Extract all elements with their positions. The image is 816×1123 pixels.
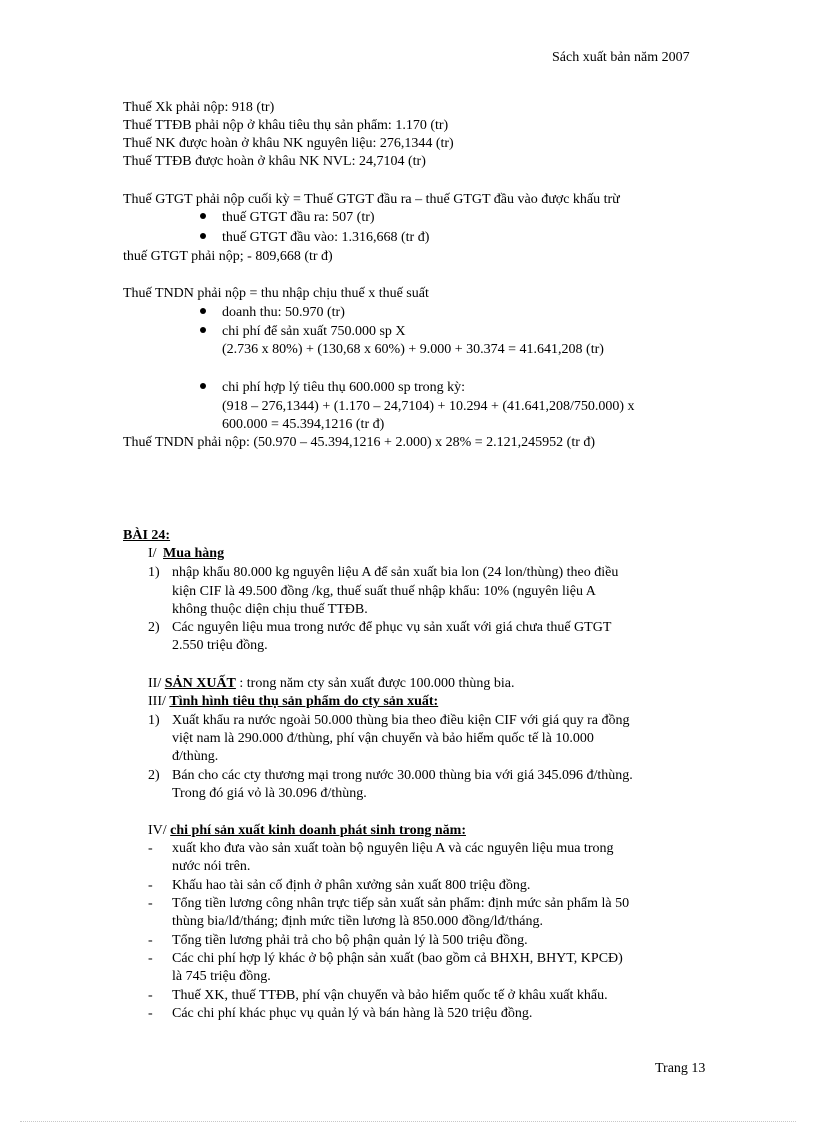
text-line: kiện CIF là 49.500 đồng /kg, thuế suất thuế nhập khẩu: 10% (nguyên liệu A: [172, 584, 596, 599]
list-item: thuế GTGT đầu vào: 1.316,668 (tr đ): [222, 230, 430, 245]
list-item: Khấu hao tài sản cố định ở phân xưởng sản xuất 800 triệu đồng.: [172, 878, 531, 893]
list-item: Thuế XK, thuế TTĐB, phí vận chuyển và bảo hiểm quốc tế ở khâu xuất khẩu.: [172, 988, 608, 1003]
section-heading: chi phí sản xuất kinh doanh phát sinh trong năm:: [170, 823, 466, 838]
page-divider: [20, 1121, 796, 1122]
section-number: II/: [148, 676, 162, 691]
section-row: [148, 694, 438, 710]
section-number: III/: [148, 694, 166, 709]
section-heading: Mua hàng: [163, 546, 225, 561]
dash-marker: -: [148, 933, 153, 948]
list-number: 2): [148, 620, 160, 635]
list-item: Các chi phí hợp lý khác ở bộ phận sản xuất (bao gồm cả BHXH, BHYT, KPCĐ): [172, 951, 623, 966]
text-line: việt nam là 290.000 đ/thùng, phí vận chuyển và bảo hiểm quốc tế là 10.000: [172, 731, 594, 746]
text-line: là 745 triệu đồng.: [172, 969, 271, 984]
text-line: Trong đó giá vỏ là 30.096 đ/thùng.: [172, 786, 367, 801]
list-item: Bán cho các cty thương mại trong nước 30.000 thùng bia với giá 345.096 đ/thùng.: [172, 768, 633, 783]
list-number: 1): [148, 713, 160, 728]
page-number: Trang 13: [655, 1061, 706, 1076]
section-row: [148, 823, 466, 839]
section-heading: SẢN XUẤT: [164, 676, 236, 691]
section-number: I/: [148, 546, 157, 561]
text-line: đ/thùng.: [172, 749, 219, 764]
bullet-icon: [200, 308, 206, 314]
page-header-title: Sách xuất bản năm 2007: [552, 50, 690, 65]
text-line: Thuế TTĐB được hoàn ở khâu NK NVL: 24,7104 (tr): [123, 154, 426, 169]
text-line: nước nói trên.: [172, 859, 251, 874]
section-title: BÀI 24:: [123, 528, 171, 543]
dash-marker: -: [148, 951, 153, 966]
list-item: Xuất khẩu ra nước ngoài 50.000 thùng bia theo điều kiện CIF với giá quy ra đồng: [172, 713, 630, 728]
text-line: Thuế TNDN phải nộp: (50.970 – 45.394,1216 + 2.000) x 28% = 2.121,245952 (tr đ): [123, 435, 596, 450]
dash-marker: -: [148, 988, 153, 1003]
text-line: (2.736 x 80%) + (130,68 x 60%) + 9.000 + 30.374 = 41.641,208 (tr): [222, 342, 604, 357]
dash-marker: -: [148, 878, 153, 893]
list-item: Các chi phí khác phục vụ quản lý và bán hàng là 520 triệu đồng.: [172, 1006, 533, 1021]
dash-marker: -: [148, 841, 153, 856]
text-line: thùng bia/lđ/tháng; định mức tiền lương là 850.000 đồng/lđ/tháng.: [172, 914, 543, 929]
text-line: 2.550 triệu đồng.: [172, 638, 268, 653]
text-line: Thuế TTĐB phải nộp ở khâu tiêu thụ sản phẩm: 1.170 (tr): [123, 118, 449, 133]
list-item: Tổng tiền lương phải trả cho bộ phận quản lý là 500 triệu đồng.: [172, 933, 528, 948]
bullet-icon: [200, 327, 206, 333]
bullet-icon: [200, 213, 206, 219]
text-line: (918 – 276,1344) + (1.170 – 24,7104) + 10.294 + (41.641,208/750.000) x: [222, 399, 635, 414]
dash-marker: -: [148, 1006, 153, 1021]
list-number: 1): [148, 565, 160, 580]
list-item: nhập khẩu 80.000 kg nguyên liệu A để sản xuất bia lon (24 lon/thùng) theo điều: [172, 565, 619, 580]
list-item: doanh thu: 50.970 (tr): [222, 305, 345, 320]
list-number: 2): [148, 768, 160, 783]
text-line: Thuế GTGT phải nộp cuối kỳ = Thuế GTGT đầu ra – thuế GTGT đầu vào được khấu trừ: [123, 192, 620, 207]
list-item: Các nguyên liệu mua trong nước để phục vụ sản xuất với giá chưa thuế GTGT: [172, 620, 612, 635]
section-heading: Tình hình tiêu thụ sản phẩm do cty sản xuất:: [169, 694, 439, 709]
list-item: chi phí hợp lý tiêu thụ 600.000 sp trong kỳ:: [222, 380, 466, 395]
section-row: [148, 676, 515, 692]
bullet-icon: [200, 383, 206, 389]
text-line: Thuế Xk phải nộp: 918 (tr): [123, 100, 275, 115]
section-number: IV/: [148, 823, 167, 838]
text-line: 600.000 = 45.394,1216 (tr đ): [222, 417, 385, 432]
bullet-icon: [200, 233, 206, 239]
text-line: thuế GTGT phải nộp; - 809,668 (tr đ): [123, 249, 333, 264]
list-item: Tổng tiền lương công nhân trực tiếp sản xuất sản phẩm: định mức sản phẩm là 50: [172, 896, 630, 911]
text-line: : trong năm cty sản xuất được 100.000 thùng bia.: [235, 676, 515, 691]
text-line: Thuế TNDN phải nộp = thu nhập chịu thuế x thuế suất: [123, 286, 429, 301]
list-item: thuế GTGT đầu ra: 507 (tr): [222, 210, 375, 225]
dash-marker: -: [148, 896, 153, 911]
text-line: Thuế NK được hoàn ở khâu NK nguyên liệu: 276,1344 (tr): [123, 136, 454, 151]
text-line: không thuộc diện chịu thuế TTĐB.: [172, 602, 368, 617]
list-item: xuất kho đưa vào sản xuất toàn bộ nguyên liệu A và các nguyên liệu mua trong: [172, 841, 614, 856]
list-item: chi phí để sản xuất 750.000 sp X: [222, 324, 406, 339]
